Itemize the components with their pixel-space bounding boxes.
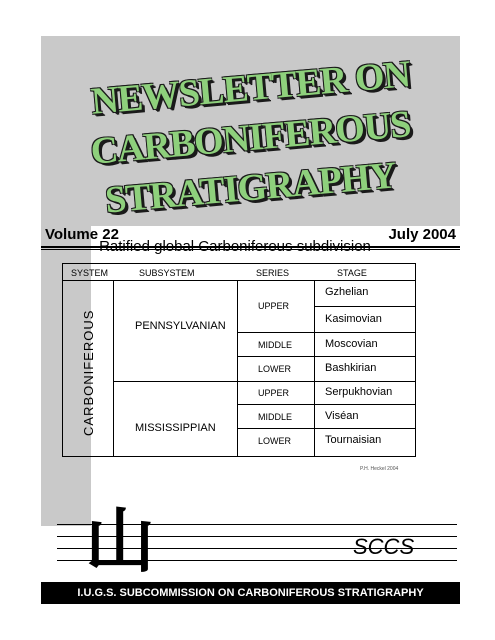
sccs-logo-text: SCCS <box>353 534 415 559</box>
header-stage: STAGE <box>337 268 367 278</box>
title-line-1: NEWSLETTER ON <box>89 53 412 123</box>
subsystem-pennsylvanian: PENNSYLVANIAN <box>135 320 226 332</box>
series-lower-miss: LOWER <box>258 436 292 446</box>
volume-number: Volume 22 <box>45 226 119 243</box>
chart-credit: P.H. Heckel 2004 <box>360 466 399 472</box>
issue-date: July 2004 <box>388 226 456 243</box>
stage-moscovian: Moscovian <box>325 338 378 350</box>
series-upper-miss: UPPER <box>258 388 290 398</box>
series-middle-penn: MIDDLE <box>258 340 293 350</box>
system-label: CARBONIFEROUS <box>81 309 96 436</box>
subsystem-mississippian: MISSISSIPPIAN <box>135 422 216 434</box>
header-series: SERIES <box>256 268 290 278</box>
series-upper-penn: UPPER <box>258 301 290 311</box>
stage-gzhelian: Gzhelian <box>325 286 369 298</box>
stage-tournaisian: Tournaisian <box>325 434 382 446</box>
header-system: SYSTEM <box>71 268 109 278</box>
stage-serpukhovian: Serpukhovian <box>325 386 393 398</box>
lower-cover <box>41 36 460 604</box>
chart-title: Ratified global Carboniferous subdivision <box>99 238 371 255</box>
header-subsystem: SUBSYSTEM <box>139 268 195 278</box>
title-line-2: CARBONIFEROUS <box>88 103 413 173</box>
footer-banner: I.U.G.S. SUBCOMMISSION ON CARBONIFEROUS STRATIGRAPHY <box>41 582 460 604</box>
series-lower-penn: LOWER <box>258 364 292 374</box>
stage-kasimovian: Kasimovian <box>325 313 382 325</box>
stage-bashkirian: Bashkirian <box>325 362 377 374</box>
title-line-3: STRATIGRAPHY <box>103 154 398 222</box>
sccs-logo-icon: 山 <box>85 499 155 582</box>
series-middle-miss: MIDDLE <box>258 412 293 422</box>
stage-visean: Viséan <box>325 410 359 422</box>
